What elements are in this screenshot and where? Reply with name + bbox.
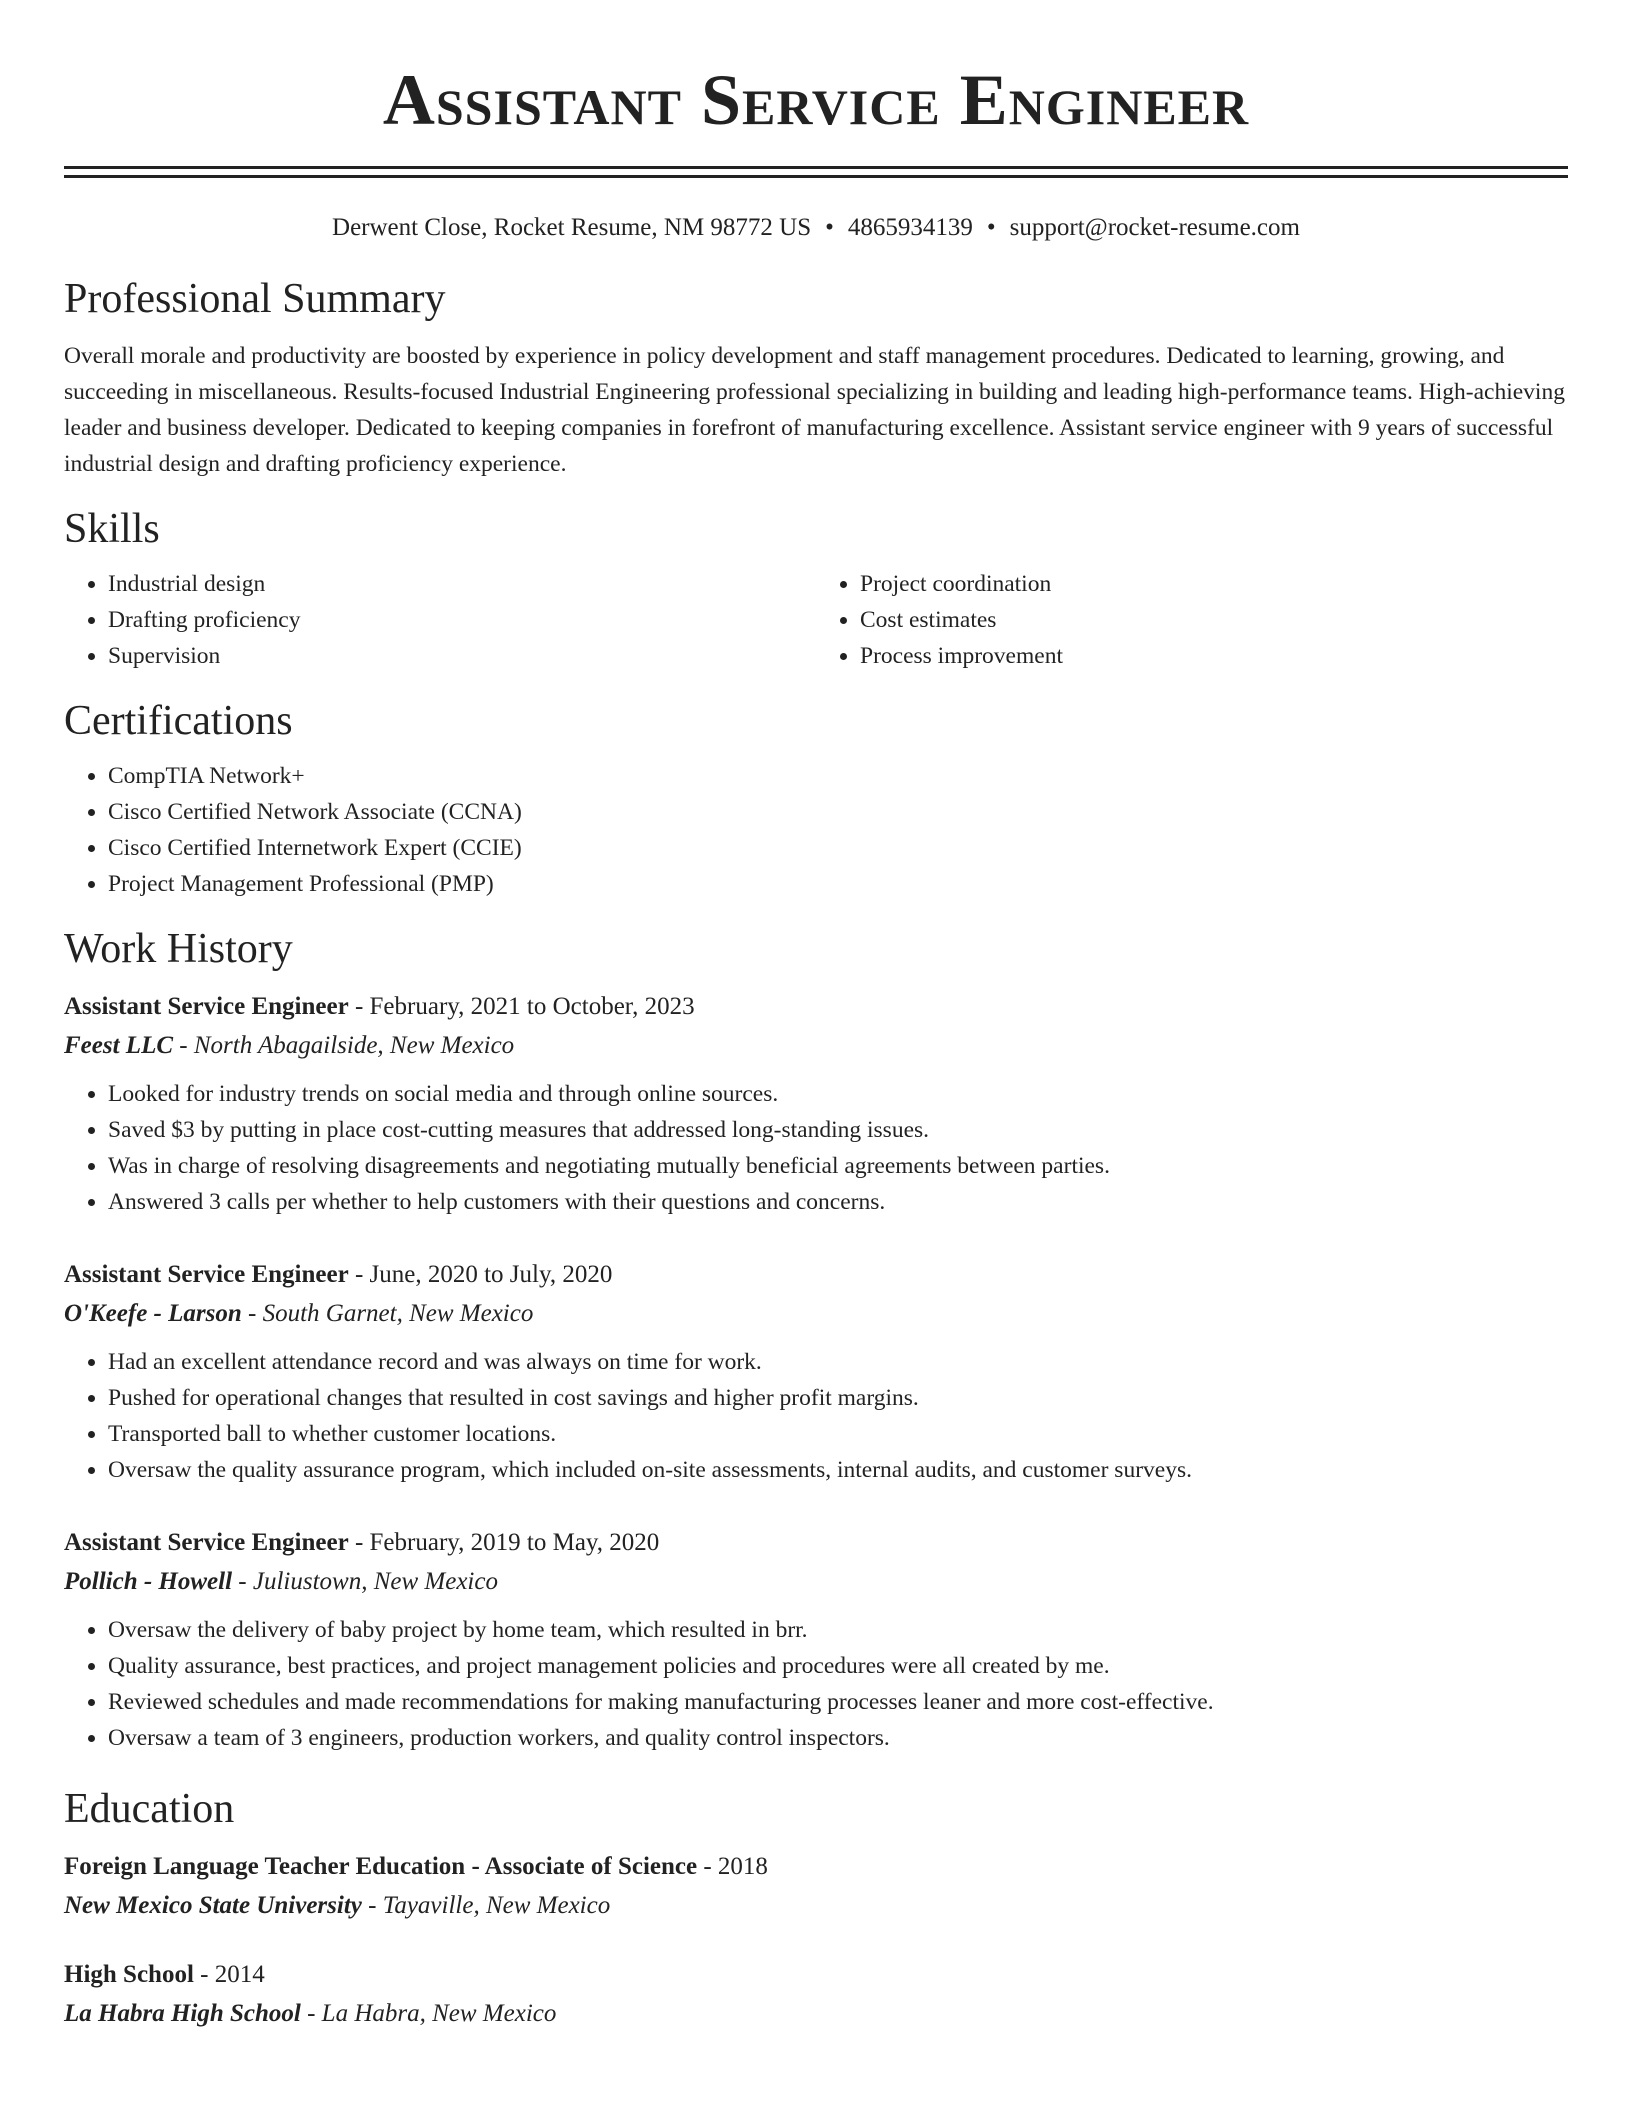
- certifications-list: [64, 758, 1568, 902]
- skill-item: • Industrial design: [108, 566, 816, 602]
- job-company-line: [64, 1026, 1568, 1066]
- job-bullets: [64, 1076, 1568, 1220]
- title-divider-top: [64, 166, 1568, 169]
- job-bullet: • Had an excellent attendance record and was always on time for work.: [108, 1344, 1568, 1380]
- job-entry: [64, 1256, 1568, 1488]
- job-company: Feest LLC: [64, 1032, 174, 1059]
- education-school: La Habra High School: [64, 2000, 301, 2027]
- job-company-line: [64, 1562, 1568, 1602]
- skills-list-right: [816, 566, 1568, 674]
- job-bullet: • Pushed for operational changes that resulted in cost savings and higher profit margins.: [108, 1380, 1568, 1416]
- skills-columns: [64, 566, 1568, 674]
- resume-title: Assistant Service Engineer: [382, 60, 1250, 140]
- education-school-line: [64, 1886, 1568, 1926]
- certification-item: • Project Management Professional (PMP): [108, 866, 1568, 902]
- education-heading: Education: [64, 1786, 235, 1832]
- work-history-heading: Work History: [64, 926, 293, 972]
- certification-item: • Cisco Certified Internetwork Expert (CCIE): [108, 830, 1568, 866]
- job-bullet: • Reviewed schedules and made recommendations for making manufacturing processes leaner and more cost-effective.: [108, 1684, 1568, 1720]
- skill-item: • Project coordination: [860, 566, 1568, 602]
- contact-address: Derwent Close, Rocket Resume, NM 98772 US: [332, 214, 812, 241]
- contact-email: support@rocket-resume.com: [1009, 214, 1300, 241]
- contact-line: [64, 210, 1568, 246]
- certifications-heading: Certifications: [64, 698, 293, 744]
- job-bullets: [64, 1344, 1568, 1488]
- job-dates: - February, 2019 to May, 2020: [348, 1529, 660, 1556]
- skills-heading: Skills: [64, 506, 160, 552]
- education-school: New Mexico State University: [64, 1892, 362, 1919]
- job-company: O'Keefe - Larson: [64, 1300, 242, 1327]
- education-school-line: [64, 1994, 1568, 2034]
- job-bullet: • Oversaw the delivery of baby project by home team, which resulted in brr.: [108, 1612, 1568, 1648]
- skill-item: • Drafting proficiency: [108, 602, 816, 638]
- summary-text: Overall morale and productivity are boosted by experience in policy development and staff management procedures. Dedicated to learning, growing, and succeeding in miscellaneous. Results-focused Industrial Engineering professional specializing in building and leading high-performance teams. High-achieving leader and business developer. Dedicated to keeping companies in forefront of manufacturing excellence. Assistant service engineer with 9 years of successful industrial design and drafting proficiency experience.: [64, 343, 1565, 477]
- education-entry: [64, 1956, 1568, 2034]
- education-degree-line: [64, 1848, 1568, 1886]
- job-bullet: • Saved $3 by putting in place cost-cutting measures that addressed long-standing issues.: [108, 1112, 1568, 1148]
- education-degree: High School: [64, 1961, 194, 1988]
- education-year: - 2014: [193, 1961, 265, 1988]
- contact-separator: •: [825, 214, 834, 241]
- job-title-line: [64, 1524, 1568, 1562]
- job-bullet: • Oversaw the quality assurance program, which included on-site assessments, internal audits, and customer surveys.: [108, 1452, 1568, 1488]
- education-degree: Foreign Language Teacher Education - Associate of Science: [64, 1853, 698, 1880]
- skill-item: • Process improvement: [860, 638, 1568, 674]
- job-title: Assistant Service Engineer: [64, 1529, 349, 1556]
- job-title-line: [64, 1256, 1568, 1294]
- education-location: - Tayaville, New Mexico: [361, 1892, 611, 1919]
- education-location: - La Habra, New Mexico: [300, 2000, 557, 2027]
- job-bullets: [64, 1612, 1568, 1756]
- education-degree-line: [64, 1956, 1568, 1994]
- resume-page: [64, 0, 1568, 2034]
- job-title-line: [64, 988, 1568, 1026]
- contact-separator: •: [986, 214, 996, 241]
- certification-item: • CompTIA Network+: [108, 758, 1568, 794]
- job-title: Assistant Service Engineer: [64, 993, 349, 1020]
- education-entry: [64, 1848, 1568, 1926]
- job-bullet: • Transported ball to whether customer locations.: [108, 1416, 1568, 1452]
- skill-item: • Supervision: [108, 638, 816, 674]
- job-bullet: • Answered 3 calls per whether to help customers with their questions and concerns.: [108, 1184, 1568, 1220]
- job-entry: [64, 1524, 1568, 1756]
- summary-heading: Professional Summary: [64, 276, 446, 322]
- job-dates: - February, 2021 to October, 2023: [348, 993, 695, 1020]
- job-bullet: • Was in charge of resolving disagreements and negotiating mutually beneficial agreements between parties.: [108, 1148, 1568, 1184]
- education-year: - 2018: [697, 1853, 768, 1880]
- job-location: - South Garnet, New Mexico: [241, 1300, 534, 1327]
- job-bullet: • Oversaw a team of 3 engineers, production workers, and quality control inspectors.: [108, 1720, 1568, 1756]
- skill-item: • Cost estimates: [860, 602, 1568, 638]
- title-divider-bottom: [64, 175, 1568, 178]
- job-dates: - June, 2020 to July, 2020: [348, 1261, 613, 1288]
- job-location: - Juliustown, New Mexico: [232, 1568, 498, 1595]
- skills-list-left: [64, 566, 816, 674]
- certification-item: • Cisco Certified Network Associate (CCNA): [108, 794, 1568, 830]
- job-entry: [64, 988, 1568, 1220]
- contact-phone: 4865934139: [847, 214, 973, 241]
- job-company: Pollich - Howell: [64, 1568, 233, 1595]
- job-bullet: • Quality assurance, best practices, and project management policies and procedures were all created by me.: [108, 1648, 1568, 1684]
- job-title: Assistant Service Engineer: [64, 1261, 349, 1288]
- job-company-line: [64, 1294, 1568, 1334]
- job-bullet: • Looked for industry trends on social media and through online sources.: [108, 1076, 1568, 1112]
- job-location: - North Abagailside, New Mexico: [173, 1032, 515, 1059]
